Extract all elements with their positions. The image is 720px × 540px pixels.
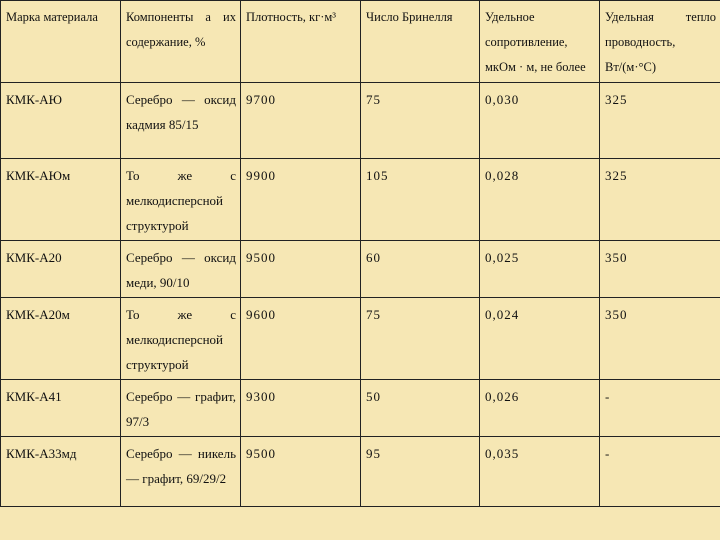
cell-density: [241, 437, 361, 507]
resistivity-text: 0,024: [485, 307, 520, 322]
cell-components: [121, 298, 241, 380]
cell-density: [241, 241, 361, 298]
resistivity-text: 0,035: [485, 446, 520, 461]
resistivity-text: 0,030: [485, 92, 520, 107]
cell-conductivity: [600, 83, 720, 159]
conductivity-text: -: [605, 389, 611, 404]
cell-conductivity: [600, 298, 720, 380]
header-resistivity-text: Удельное сопротивление, мкОм · м, не более: [485, 10, 586, 74]
cell-brinell: [361, 241, 480, 298]
brinell-text: 75: [366, 307, 381, 322]
cell-mark: [1, 83, 121, 159]
conductivity-text: -: [605, 446, 611, 461]
header-brinell-text: Число Бринелля: [366, 10, 453, 24]
conductivity-text: 325: [605, 92, 628, 107]
resistivity-text: 0,025: [485, 250, 520, 265]
cell-mark: [1, 298, 121, 380]
cell-conductivity: [600, 380, 720, 437]
components-text: Серебро — никель — графит, 69/29/2: [126, 446, 236, 486]
cell-brinell: [361, 298, 480, 380]
cell-density: [241, 83, 361, 159]
brinell-text: 75: [366, 92, 381, 107]
cell-brinell: [361, 437, 480, 507]
cell-components: [121, 437, 241, 507]
mark-text: КМК-А41: [6, 389, 62, 404]
header-mark-text: Марка материала: [6, 10, 98, 24]
brinell-text: 60: [366, 250, 381, 265]
density-text: 9300: [246, 389, 276, 404]
table-row: [1, 380, 720, 437]
cell-mark: [1, 437, 121, 507]
table-row: [1, 437, 720, 507]
cell-brinell: [361, 159, 480, 241]
cell-resistivity: [480, 437, 600, 507]
header-cell-components: [121, 1, 241, 83]
header-cell-mark: [1, 1, 121, 83]
cell-density: [241, 298, 361, 380]
components-text: Серебро — графит, 97/3: [126, 389, 236, 429]
cell-resistivity: [480, 298, 600, 380]
cell-density: [241, 159, 361, 241]
density-text: 9500: [246, 446, 276, 461]
header-cell-density: [241, 1, 361, 83]
cell-density: [241, 380, 361, 437]
mark-text: КМК-АЮ: [6, 92, 62, 107]
mark-text: КМК-А20м: [6, 307, 70, 322]
components-text: Серебро — оксид меди, 90/10: [126, 250, 236, 290]
conductivity-text: 350: [605, 250, 628, 265]
resistivity-text: 0,028: [485, 168, 520, 183]
header-cell-conductivity: [600, 1, 720, 83]
cell-components: [121, 380, 241, 437]
brinell-text: 95: [366, 446, 381, 461]
components-text: То же с мелкодисперсной структурой: [126, 307, 236, 372]
cell-resistivity: [480, 241, 600, 298]
cell-components: [121, 83, 241, 159]
mark-text: КМК-А33мд: [6, 446, 77, 461]
table-row: [1, 83, 720, 159]
header-cell-brinell: [361, 1, 480, 83]
header-row: [1, 1, 720, 83]
table-row: [1, 298, 720, 380]
table-row: [1, 159, 720, 241]
brinell-text: 105: [366, 168, 389, 183]
header-density-text: Плотность, кг·м³: [246, 10, 337, 24]
cell-components: [121, 241, 241, 298]
cell-brinell: [361, 380, 480, 437]
density-text: 9700: [246, 92, 276, 107]
cell-resistivity: [480, 380, 600, 437]
components-text: То же с мелкодисперсной структурой: [126, 168, 236, 233]
cell-resistivity: [480, 159, 600, 241]
cell-mark: [1, 241, 121, 298]
cell-mark: [1, 380, 121, 437]
resistivity-text: 0,026: [485, 389, 520, 404]
cell-conductivity: [600, 241, 720, 298]
density-text: 9600: [246, 307, 276, 322]
mark-text: КМК-А20: [6, 250, 62, 265]
cell-conductivity: [600, 437, 720, 507]
cell-components: [121, 159, 241, 241]
brinell-text: 50: [366, 389, 381, 404]
header-cell-resistivity: [480, 1, 600, 83]
table-row: [1, 241, 720, 298]
header-conductivity-text: Удельная тепло проводность, Вт/(м·°С): [605, 10, 716, 74]
density-text: 9900: [246, 168, 276, 183]
conductivity-text: 350: [605, 307, 628, 322]
conductivity-text: 325: [605, 168, 628, 183]
cell-conductivity: [600, 159, 720, 241]
header-components-text: Компоненты а их содержание, %: [126, 10, 236, 49]
density-text: 9500: [246, 250, 276, 265]
components-text: Серебро — оксид кадмия 85/15: [126, 92, 236, 132]
mark-text: КМК-АЮм: [6, 168, 71, 183]
cell-resistivity: [480, 83, 600, 159]
cell-brinell: [361, 83, 480, 159]
cell-mark: [1, 159, 121, 241]
